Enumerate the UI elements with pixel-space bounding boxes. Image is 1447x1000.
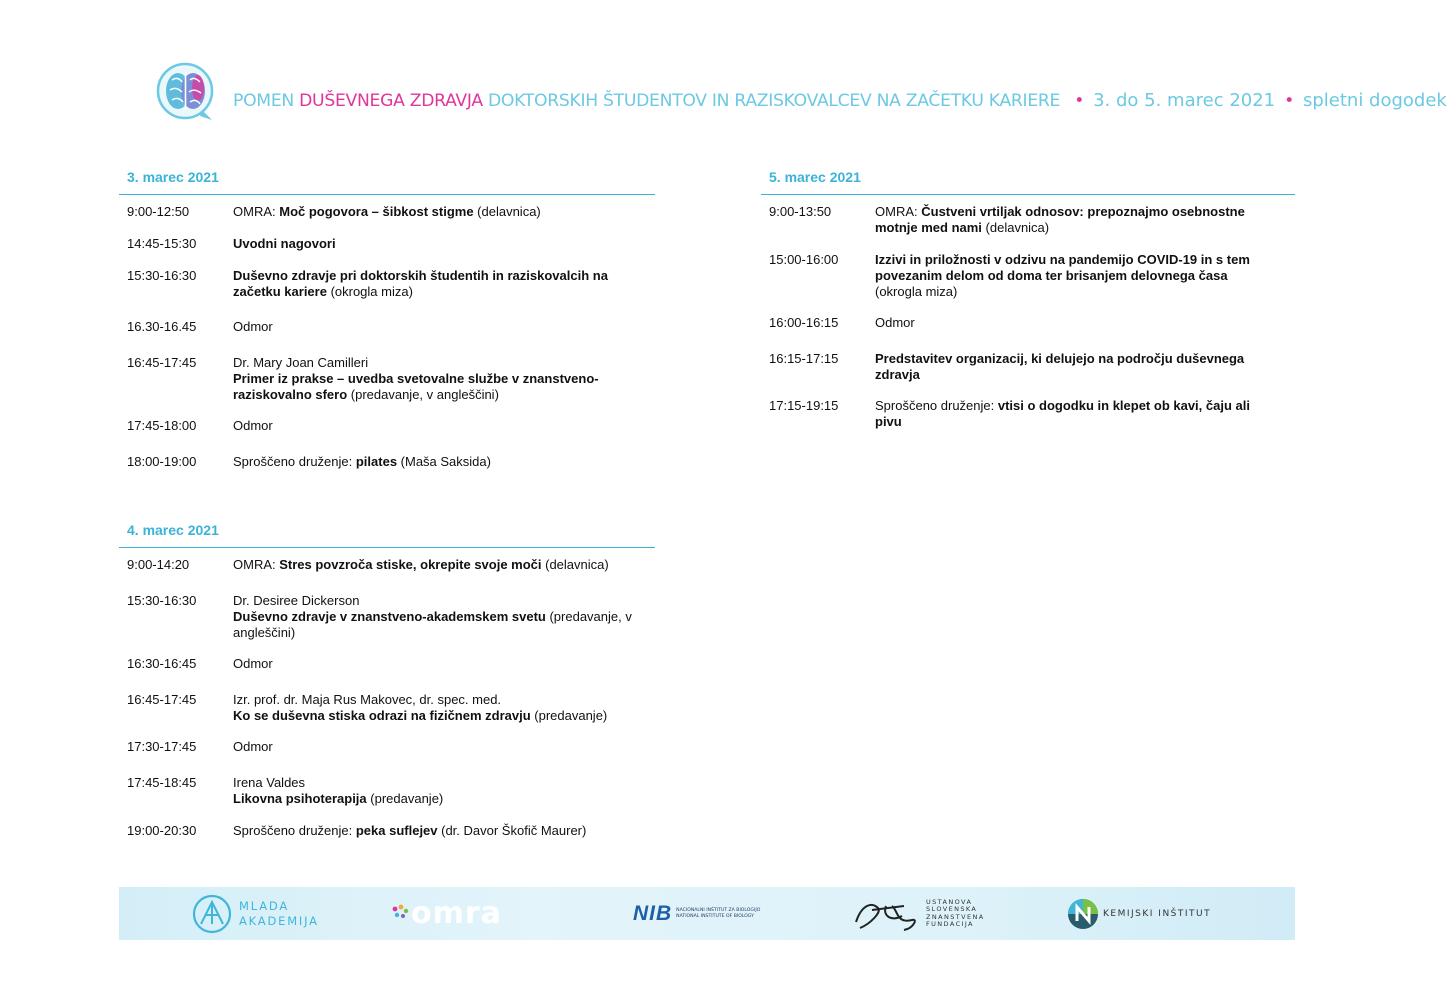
speaker-name: Dr. Desiree Dickerson: [233, 593, 360, 608]
szf-logo: [852, 887, 985, 940]
day-3-schedule: [761, 168, 1295, 429]
slot-description: Izzivi in priložnosti v odzivu na pandemijo COVID-19 in s tem povezanim delom od doma ter brisanjem delovnega časa (okrogla miza): [875, 252, 1250, 299]
mlada-akademija-line-2: AKADEMIJA: [239, 913, 319, 928]
slot-time: 16:15-17:15: [769, 351, 839, 366]
day-heading: 3. marec 2021: [119, 168, 655, 195]
slot-description: Sproščeno druženje: vtisi o dogodku in klepet ob kavi, čaju ali pivu: [875, 398, 1250, 429]
slot-time: 15:30-16:30: [127, 268, 197, 283]
event-format: spletni dogodek: [1302, 90, 1447, 111]
slot-description: OMRA: Stres povzroča stiske, okrepite svoje moči (delavnica): [233, 557, 609, 572]
event-header: [156, 62, 1447, 122]
day-heading: 5. marec 2021: [761, 168, 1295, 195]
slot-description: Dr. Mary Joan Camilleri Primer iz prakse – uvedba svetovalne službe v znanstveno-raziskovalno sfero (predavanje, v angleščini): [233, 355, 599, 402]
slot-description: Izr. prof. dr. Maja Rus Makovec, dr. spec. med. Ko se duševna stiska odrazi na fizičnem zdravju (predavanje): [233, 692, 608, 723]
brain-logo-icon: [156, 62, 218, 122]
szf-subtitle-3: ZNANSTVENA: [926, 912, 985, 921]
slot-description: Uvodni nagovori: [233, 236, 336, 251]
slot-description: Odmor: [875, 315, 915, 330]
slot-time: 17:45-18:45: [127, 775, 197, 790]
speaker-name: Izr. prof. dr. Maja Rus Makovec, dr. spec. med.: [233, 692, 502, 707]
slot-description: Predstavitev organizacij, ki delujejo na področju duševnega zdravja: [875, 351, 1245, 382]
slot-time: 17:30-17:45: [127, 739, 197, 754]
slot-description: Odmor: [233, 739, 273, 754]
nib-subtitle-1: NACIONALNI INŠTITUT ZA BIOLOGIJO: [676, 907, 761, 913]
slot-time: 16:00-16:15: [769, 315, 839, 330]
slot-time: 16:45-17:45: [127, 692, 197, 707]
szf-subtitle-4: FUNDACIJA: [926, 920, 974, 928]
slot-description: Irena Valdes Likovna psihoterapija (predavanje): [233, 775, 444, 806]
slot-description: Dr. Desiree Dickerson Duševno zdravje v znanstveno-akademskem svetu (predavanje, v angleščini): [233, 593, 632, 640]
slot-time: 14:45-15:30: [127, 236, 197, 251]
slot-time: 19:00-20:30: [127, 823, 197, 838]
szf-subtitle-2: SLOVENSKA: [926, 905, 978, 913]
omra-dots-icon: [391, 903, 409, 925]
nib-logo: [633, 887, 760, 940]
title-part-1: POMEN: [233, 91, 294, 111]
speaker-name: Irena Valdes: [233, 775, 306, 790]
slot-time: 9:00-13:50: [769, 204, 832, 219]
nib-wordmark: NIB: [633, 901, 673, 925]
day-1-schedule: [119, 168, 655, 469]
slot-time: 15:30-16:30: [127, 593, 197, 608]
nib-subtitle-2: NATIONAL INSTITUTE OF BIOLOGY: [676, 913, 754, 919]
slot-description: Duševno zdravje pri doktorskih študentih in raziskovalcih na začetku kariere (okrogla miza): [233, 268, 608, 299]
title-separator-1: •: [1074, 91, 1085, 111]
slot-time: 9:00-14:20: [127, 557, 190, 572]
slot-time: 16.30-16.45: [127, 319, 197, 334]
slot-time: 16:30-16:45: [127, 656, 197, 671]
title-separator-2: •: [1284, 91, 1294, 111]
day-2-schedule: [119, 521, 655, 838]
slot-time: 9:00-12:50: [127, 204, 190, 219]
event-title: [233, 90, 1447, 111]
slot-description: Odmor: [233, 319, 273, 334]
slot-time: 15:00-16:00: [769, 252, 839, 267]
slot-description: OMRA: Moč pogovora – šibkost stigme (delavnica): [233, 204, 541, 219]
szf-subtitle-1: USTANOVA: [926, 897, 973, 906]
day-heading: 4. marec 2021: [119, 521, 655, 548]
mlada-akademija-logo: [191, 887, 319, 940]
slot-description: Odmor: [233, 656, 273, 671]
slot-description: Sproščeno druženje: peka suflejev (dr. Davor Škofič Maurer): [233, 823, 587, 838]
mlada-akademija-line-1: MLADA: [239, 898, 289, 913]
slot-description: Odmor: [233, 418, 273, 433]
slot-time: 16:45-17:45: [127, 355, 197, 370]
slot-description: OMRA: Čustveni vrtiljak odnosov: prepoznajmo osebnostne motnje med nami (delavnica): [875, 204, 1245, 235]
speaker-name: Dr. Mary Joan Camilleri: [233, 355, 369, 370]
sponsor-footer: [119, 887, 1295, 940]
omra-logo: [391, 887, 502, 940]
mlada-akademija-icon: [191, 893, 233, 935]
szf-signature-icon: [852, 894, 922, 934]
kemijski-institut-name: KEMIJSKI INŠTITUT: [1103, 908, 1212, 919]
kemijski-institut-icon: [1067, 898, 1099, 930]
title-part-2: DUŠEVNEGA ZDRAVJA: [299, 91, 483, 111]
title-part-3: DOKTORSKIH ŠTUDENTOV IN RAZISKOVALCEV NA ZAČETKU KARIERE: [488, 91, 1061, 111]
event-dates: 3. do 5. marec 2021: [1093, 90, 1276, 111]
slot-time: 18:00-19:00: [127, 454, 197, 469]
slot-time: 17:15-19:15: [769, 398, 839, 413]
slot-description: Sproščeno druženje: pilates (Maša Saksida): [233, 454, 491, 469]
omra-wordmark: omra: [411, 896, 502, 931]
slot-time: 17:45-18:00: [127, 418, 197, 433]
kemijski-institut-logo: [1067, 887, 1211, 940]
